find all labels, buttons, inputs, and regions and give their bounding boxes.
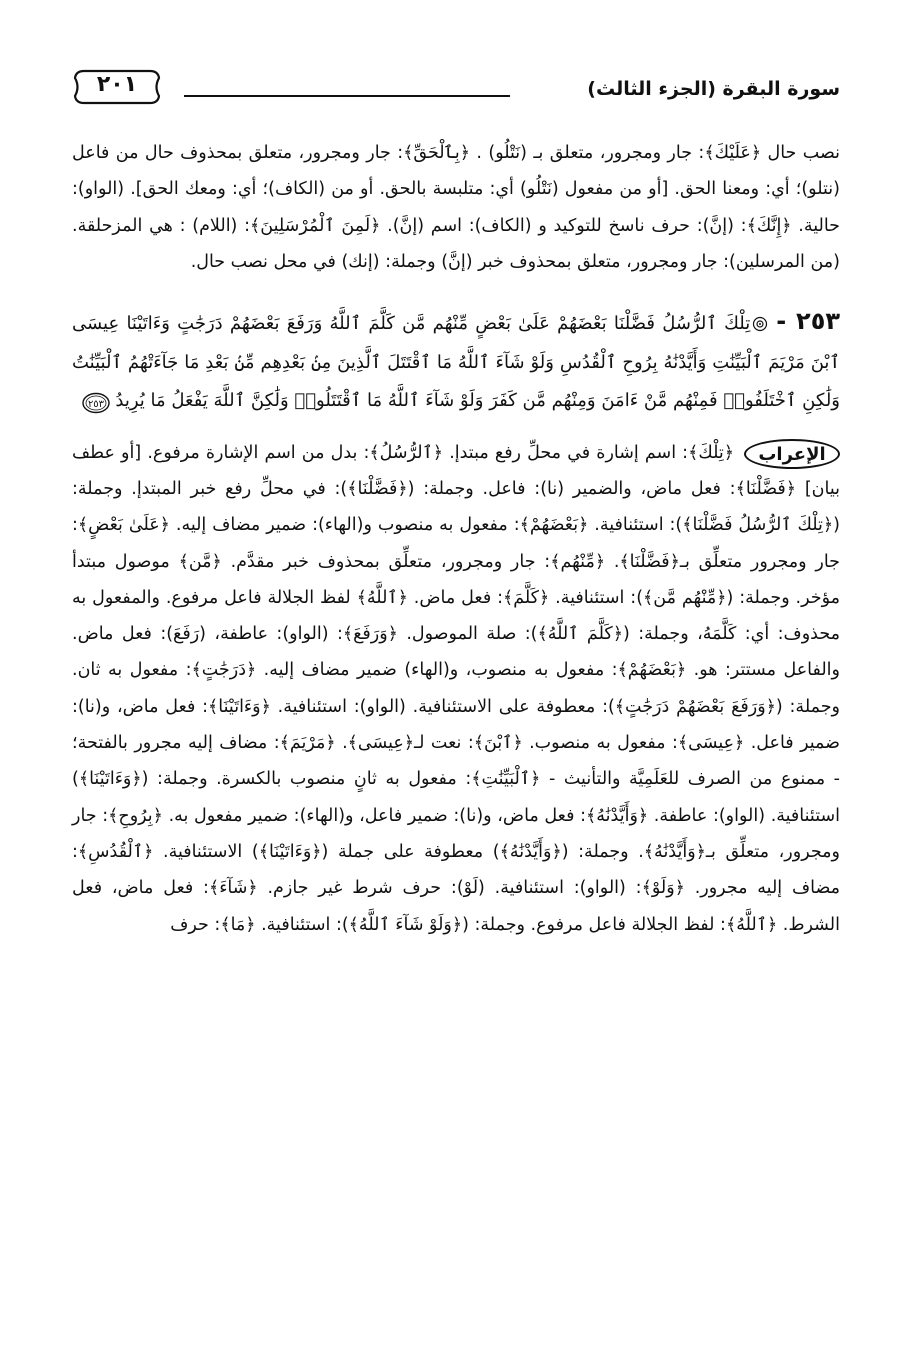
quran-verse-block <box>72 302 840 421</box>
page-header <box>72 62 840 118</box>
ayah-end-icon <box>81 392 111 414</box>
intro-paragraph: نصب حال ﴿عَلَيْكَ﴾: جار ومجرور، متعلق بـ (نَتْلُو) . ﴿بِٱلْحَقِّ﴾: جار ومجرور، متعلق بمحذوف حال من فاعل (نتلو)؛ أي: ومعنا الحق. [أو من مفعول (نَتْلُو) أي: متلبسة بالحق. أو من (الكاف)؛ أي: ومعك الحق]. (الواو): حالية. ﴿إِنَّكَ﴾: (إنَّ): حرف ناسخ للتوكيد و (الكاف): اسم (إنَّ). ﴿لَمِنَ ٱلْمُرْسَلِينَ﴾: (اللام) : هي المزحلقة. (من المرسلين): جار ومجرور، متعلق بمحذوف خبر (إنَّ) وجملة: (إنك) في محل نصب حال. <box>72 143 840 272</box>
verse-number: ٢٥٣ - <box>776 307 840 336</box>
page-content <box>72 135 840 943</box>
irab-text: ﴿تِلْكَ﴾: اسم إشارة في محلِّ رفع مبتدإ. ﴿ٱلرُّسُلُ﴾: بدل من اسم الإشارة مرفوع. [أو عطف بيان] ﴿فَضَّلْنَا﴾: فعل ماض، والضمير (نا): فاعل. وجملة: (﴿فَضَّلْنَا﴾): في محلِّ رفع خبر المبتدإ. وجملة: (﴿تِلْكَ ٱلرُّسُلُ فَضَّلْنَا﴾): استئنافية. ﴿بَعْضَهُمْ﴾: مفعول به منصوب و(الهاء): ضمير مضاف إليه. ﴿عَلَىٰ بَعْضٍ﴾: جار ومجرور متعلِّق بـ﴿فَضَّلْنَا﴾. ﴿مِّنْهُم﴾: جار ومجرور، متعلِّق بمحذوف خبر مقدَّم. ﴿مَّن﴾ موصول مبتدأ مؤخر. وجملة: (﴿مِّنْهُم مَّن﴾): استئنافية. ﴿كَلَّمَ﴾: فعل ماض. ﴿ٱللَّهُ﴾ لفظ الجلالة فاعل مرفوع. والمفعول به محذوف: أي: كَلَّمَهُ، وجملة: (﴿كَلَّمَ ٱللَّهُ﴾): صلة الموصول. ﴿وَرَفَعَ﴾: (الواو): عاطفة، (رَفَعَ): فعل ماض. والفاعل مستتر: هو. ﴿بَعْضَهُمْ﴾: مفعول به منصوب، و(الهاء) ضمير مضاف إليه. ﴿دَرَجَٰتٍ﴾: مفعول به ثان. وجملة: (﴿وَرَفَعَ بَعْضَهُمْ دَرَجَٰتٍ﴾): معطوفة على الاستئنافية. (الواو): استئنافية. ﴿وَءَاتَيْنَا﴾: فعل ماض، و(نا): ضمير فاعل. ﴿عِيسَى﴾: مفعول به منصوب. ﴿ٱبْنَ﴾: نعت لـ﴿عِيسَى﴾. ﴿مَرْيَمَ﴾: مضاف إليه مجرور بالفتحة؛ - ممنوع من الصرف للعَلَمِيَّة والتأنيث - ﴿ٱلْبَيِّنَٰتِ﴾: مفعول به ثانٍ منصوب بالكسرة. وجملة: (﴿وَءَاتَيْنَا﴾) استئنافية. (الواو): عاطفة. ﴿وَأَيَّدْنَٰهُ﴾: فعل ماض، و(نا): ضمير فاعل، و(الهاء): ضمير مفعول به. ﴿بِرُوحِ﴾: جار ومجرور، متعلِّق بـ﴿وَأَيَّدْنَٰهُ﴾. وجملة: (﴿وَأَيَّدْنَٰهُ﴾) معطوفة على جملة (﴿وَءَاتَيْنَا﴾) الاستئنافية. ﴿ٱلْقُدُسِ﴾: مضاف إليه مجرور. ﴿وَلَوْ﴾: (الواو): استئنافية. (لَوْ): حرف شرط غير جازم. ﴿شَآءَ﴾: فعل ماض، فعل الشرط. ﴿ٱللَّهُ﴾: لفظ الجلالة فاعل مرفوع. وجملة: (﴿وَلَوْ شَآءَ ٱللَّهُ﴾): استئنافية. ﴿مَا﴾: حرف <box>72 442 840 935</box>
irab-section <box>72 435 840 943</box>
ayah-end-marker <box>81 390 111 412</box>
verse-text: تِلْكَ ٱلرُّسُلُ فَضَّلْنَا بَعْضَهُمْ عَلَىٰ بَعْضٍ مِّنْهُم مَّن كَلَّمَ ٱللَّهُ وَرَفَعَ بَعْضَهُمْ دَرَجَٰتٍ وَءَاتَيْنَا عِيسَى ٱبْنَ مَرْيَمَ ٱلْبَيِّنَٰتِ وَأَيَّدْنَٰهُ بِرُوحِ ٱلْقُدُسِ وَلَوْ شَآءَ ٱللَّهُ مَا ٱقْتَتَلَ ٱلَّذِينَ مِنۢ بَعْدِهِم مِّنۢ بَعْدِ مَا جَآءَتْهُمُ ٱلْبَيِّنَٰتُ وَلَٰكِنِ ٱخْتَلَفُوا۟ فَمِنْهُم مَّنْ ءَامَنَ وَمِنْهُم مَّن كَفَرَ وَلَوْ شَآءَ ٱللَّهُ مَا ٱقْتَتَلُوا۟ وَلَٰكِنَّ ٱللَّهَ يَفْعَلُ مَا يُرِيدُ <box>72 313 840 412</box>
ayah-end-number: ٢٥٣ <box>88 399 105 411</box>
surah-title: سورة البقرة (الجزء الثالث) <box>587 78 840 100</box>
page-number: ٢٠١ <box>96 72 138 97</box>
page-number-frame <box>72 68 162 106</box>
rosette-icon <box>752 316 768 332</box>
header-rule <box>184 95 510 97</box>
irab-badge: الإعراب <box>744 439 840 469</box>
